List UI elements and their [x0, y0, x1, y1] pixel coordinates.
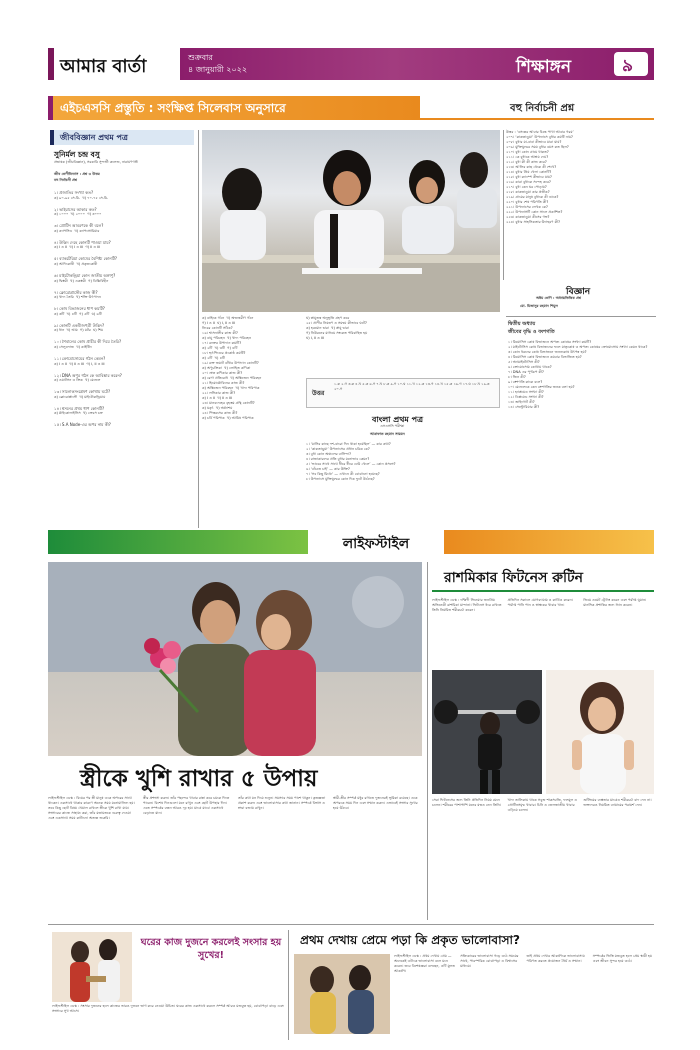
science-questions	[508, 340, 654, 528]
text-line: ক) অক্সিজেন পরিবহন খ) খাদ্য পরিপাক	[202, 386, 260, 390]
text-line: ৮। উপন্যাসে মুক্তিযুদ্ধের কোন দিক ফুটে উঠেছে?	[306, 477, 375, 481]
biology-question: ১৫। S.A Node-এর অপর নাম কী?	[54, 422, 111, 428]
text-line: ২০। শ্বেত কণিকার কাজ কী?	[202, 371, 243, 375]
text-line: ৬। ‘বাঁচতে চাই’ — কার উক্তি?	[306, 467, 350, 471]
biology-question: ৫। ব্যাকটেরিয়া কোষের বৈশিষ্ট্য কোনটি?	[54, 256, 118, 262]
text-line: গ) i ও ii ঘ) i, ii ও iii	[202, 321, 236, 325]
biology-question: ১১। ক্রোমোসোমের গঠন কেমন?	[54, 355, 106, 361]
lifestyle-banner-title: লাইফস্টাইল	[342, 536, 410, 552]
article4-col: তাই প্রথম দেখার আকর্ষণকে ভালোবাসায় পরিণত করতে প্রয়োজন ধৈর্য ও সম্মান।	[526, 954, 585, 963]
mcq-line: ২২২। উপন্যাসটি কোন সালে প্রকাশিত?	[506, 210, 563, 214]
biology-question: ৭। ক্লোরোপ্লাস্টের কাজ কী?	[54, 289, 98, 295]
article1-body	[48, 796, 422, 920]
mcq-line: ২১২। বুধা কী কী কাজ করে?	[506, 160, 547, 164]
article3-title: ঘরের কাজ দুজনে করলেই সংসার হয় সুখের!	[140, 937, 282, 961]
mcq-line: ২২৩। কাকতাড়ুয়া কীসের গল্প?	[506, 215, 550, 219]
biology-question: ৩। প্রোটিন আবরণকে কী বলে?	[54, 223, 104, 229]
text-line: ক) রোগ প্রতিরোধ খ) অক্সিজেন পরিবহন	[202, 376, 262, 380]
text-line: ৫। ‘ভাবের সাথে সাথে ধীরে ধীরে ঢেউ খেলে’ — কোন প্রসঙ্গে?	[306, 462, 396, 466]
bangla-questions	[306, 442, 500, 528]
mcq-line: ২১৮। কাকতাড়ুয়া কার প্রতীক?	[506, 190, 550, 194]
text-line: ক) অণুচক্রিকা খ) লোহিত কণিকা	[202, 366, 251, 370]
article1-col: স্ত্রীর প্রশংসা করুন। তাঁর পছন্দের খাবার রান্না করে চমকে দিতে পারেন। বিশেষ দিনগুলো মনে রাখুন এবং ছোট উপহার দিন। এতে সম্পর্কের বন্ধন আরও দৃঢ় হয়। মাঝে মাঝে একসাথে বেড়াতে যান।	[143, 796, 230, 815]
biology-options: ক) ৯০-৯৫ সে.মি. খ) ৭০-৭৫ সে.মি.	[54, 195, 109, 200]
masthead-date: ৪ জানুয়ারী ২০২২	[188, 65, 248, 74]
article2-col: জিমে ওয়েট ট্রেনিং করেন এবং পর্যাপ্ত ঘুমান। মানসিক প্রশান্তির জন্য ধ্যান করেন।	[583, 598, 647, 607]
gym-illustration	[432, 670, 542, 794]
biology-question: ১৪। শ্বসনের প্রথম ধাপ কোনটি?	[54, 405, 105, 411]
mcq-line: ২২১। উপন্যাসের লেখক কে?	[506, 205, 548, 209]
mcq-line: ২১৬। কারা বুধাকে সন্দেহ করে?	[506, 180, 551, 184]
biology-questions	[54, 186, 194, 526]
text-line: ১৭। রক্তের উপাদান কয়টি?	[202, 341, 242, 345]
text-line: ৪। রাজাকারদের প্রতি বুধার মনোভাব কেমন?	[306, 457, 370, 461]
rashmika-photo	[546, 670, 654, 794]
article2-col: লাইফস্টাইল ডেস্ক : দক্ষিণী সিনেমার জনপ্রিয় অভিনেত্রী রাশমিকা মান্দানা। ফিটনেস ধরে রাখতে তিনি নিয়মিত শরীরচর্চা করেন।	[432, 598, 502, 612]
column-divider	[198, 130, 199, 528]
lifestyle-banner-left	[48, 530, 308, 554]
text-line: ক) বায়ু পরিবহন খ) খাদ্য পরিবহন	[202, 336, 251, 340]
article2-col: খাদ্য তালিকায় থাকে সবুজ শাকসবজি, ফলমূল ও প্রোটিনসমৃদ্ধ খাবার। চিনি ও তেলজাতীয় খাবার এড়িয়ে চলেন।	[507, 798, 577, 812]
text-line: ক) ২টি খ) ৪টি	[202, 356, 225, 360]
lifestyle-banner-right	[444, 530, 654, 554]
biology-options: ক) ১০০০ খ) ২০০০ গ) ৩০০০	[54, 212, 102, 217]
text-line: ৭। ‘সব কিছু মিথ্যে’ — এখানে কী বোঝানো হয়েছে?	[306, 472, 380, 476]
biology-options: ক) i ও ii খ) i ও iii গ) ii ও iii	[54, 245, 101, 250]
page-number: ৯	[622, 56, 634, 76]
article2-body	[432, 598, 654, 668]
article1-col: স্বামী-স্ত্রীর সম্পর্ক মধুর রাখতে দুজনেরই ভূমিকা রয়েছে। একে অপরকে সময় দিন এবং সম্মান করুন। এভাবেই সংসার সুখের হয়ে উঠবে।	[333, 796, 418, 810]
article4-col: সম্পর্কের ভিত্তি মজবুত হলে প্রেম স্থায়ী হয় এবং জীবন সুন্দর হয়ে ওঠে।	[592, 954, 653, 963]
article3-body: লাইফস্টাইল ডেস্ক : সংসার দুজনের হলে কাজের ভারও দুজনে ভাগ করে নেওয়া উচিত। ঘরের কাজ একসাথে করলে সম্পর্ক আরও মজবুত হয়, বোঝাপড়া বাড়ে এবং সংসারে সুখ আসে।	[52, 1004, 284, 1013]
mcq-line: ২১৫। বুধা ক্যাম্পে কীভাবে যায়?	[506, 175, 552, 179]
section-title: শিক্ষাঙ্গন	[516, 57, 572, 77]
biology-author: সুনির্মল চন্দ্র বসু	[54, 150, 100, 159]
text-line: ক) হরমোন দ্বারা খ) স্নায়ু দ্বারা	[306, 326, 349, 330]
mcq-line: ২১৪। বুধার প্রিয় খেলা কোনটি?	[506, 170, 552, 174]
article2-col: সেরা ফিটনেসের জন্য তিনি প্রতিদিন নিয়ম মেনে চলেন। শরীরের পাশাপাশি মনের যত্নও নেন তিনি।	[432, 798, 502, 807]
answers-text: ১.ক ২.গ ৩.ক ৪.খ ৫.ক ৬.গ ৭.খ ৮.ক ৯.গ ১০.ঘ ১১.খ ১২.ক ১৩.গ ১৪.খ ১৫.ক ১৬.গ ১৭.ঘ ১৮.খ ১৯.ক ২০.গ	[334, 382, 490, 391]
mcq-line: উত্তর : ‘বসন্তের আবার চিন্তে পাখা আবার গরম’	[506, 130, 574, 134]
science-heading: বিজ্ঞান	[566, 287, 591, 297]
science-author: মো. মিজানুর রহমান শিমুল	[520, 304, 558, 308]
romance-illustration	[294, 954, 390, 1034]
masthead	[48, 48, 654, 80]
text-line: নিচের কোনটি সঠিক?	[202, 326, 233, 330]
masthead-logo: আমার বার্তা	[60, 56, 147, 77]
article2-col: প্রতিদিন সকালে যোগব্যায়াম ও কার্ডিও করেন। পর্যাপ্ত পানি পান ও স্বাস্থ্যকর খাবার খান।	[507, 598, 573, 607]
science-line: ২। মাইটোসিস কোষ বিভাজনের ফলে মাতৃকোষ ও অপত্য কোষের ক্রোমোসোম সংখ্যা কেমন থাকে?	[508, 345, 648, 349]
bottom-divider	[48, 924, 654, 925]
text-line: ১৮। হৃৎপিণ্ডের প্রকোষ্ঠ কয়টি?	[202, 351, 246, 355]
text-line: ক) i ও ii খ) ii ও iii	[202, 396, 233, 400]
science-chapter: দ্বিতীয় অধ্যায়	[508, 321, 536, 327]
biology-options: ক) আদিকোষী খ) প্রকৃতকোষী	[54, 261, 98, 266]
article1-col: লাইফস্টাইল ডেস্ক : বিয়ের পর স্ত্রী মানুষ একে অপরের সাথে থাকেন। একসাথে থাকার কারণে অনেক সময় মনোমালিন্য হয়। তবে কিছু ছোট বিষয় খেয়াল রাখলে স্ত্রীকে খুশি রাখা যায়। সংসারের কাজে সাহায্য করা, তাঁর মতামতকে গুরুত্ব দেওয়া এবং একসাথে সময় কাটানো অত্যন্ত জরুরি।	[48, 796, 135, 820]
couple-kitchen-photo	[52, 932, 132, 1002]
mcq-line: ২০৮। বুধার মা-বাবা কীভাবে মারা যায়?	[506, 140, 562, 144]
gym-photo	[432, 670, 542, 794]
column-divider	[427, 562, 428, 920]
column-divider	[503, 130, 504, 280]
biology-options: ক) ওয়াটসন ও ক্রিক খ) মেন্ডেল	[54, 378, 101, 383]
science-line: ১। মিয়োসিস কোষ বিভাজনে অপত্য কোষের সংখ্যা কয়টি?	[508, 340, 592, 344]
text-line: ক) চর্বি পরিপাক খ) আমিষ পরিপাক	[202, 416, 254, 420]
article2-col: শুটিংয়ের ব্যস্ততার মাঝেও শরীরচর্চা বাদ দেন না। ভক্তদেরও নিয়মিত ব্যায়ামের পরামর্শ দেন।	[583, 798, 652, 807]
couple-illustration	[48, 562, 422, 756]
biology-options: ক) ক্লোরোপ্লাস্টে খ) মাইটোকন্ড্রিয়ায়	[54, 394, 106, 399]
science-line: ১২। ডিপ্লয়েড সংখ্যা কী?	[508, 395, 544, 399]
biology-question: ১০। শৈবালের কোষ প্রাচীর কী দিয়ে তৈরি?	[54, 339, 122, 345]
biology-question: ৬। মাইটোকন্ড্রিয়া কোন জাতীয় অঙ্গাণু?	[54, 272, 116, 278]
mcq-line: ২২৪। বুধার সাহসিকতার উদাহরণ কী?	[506, 220, 561, 224]
couple-photo	[48, 562, 422, 756]
biology-question: ২। ভাইরাসের আকার কত?	[54, 206, 97, 212]
science-sub: অষ্টম শ্রেণি : অধ্যায়ভিত্তিক প্রশ্ন	[536, 296, 582, 300]
text-line: ২২। লসিকার কাজ কী?	[202, 391, 236, 395]
mcq-line: ২২০। বুধার শেষ পরিণতি কী?	[506, 200, 549, 204]
text-line: ১। ‘মাসির কাছে দশ-বারো দিন থাকা হয়েছিল’ — কার কথা?	[306, 442, 391, 446]
masthead-day: শুক্রবার	[188, 53, 213, 62]
biology-question: ১। প্রজাতির সংখ্যা কত?	[54, 190, 94, 195]
column-divider	[288, 930, 289, 1040]
text-line: ২৩। মানবদেহের বৃহত্তম গ্রন্থি কোনটি?	[202, 401, 255, 405]
text-line: ২৪। পিত্তরসের কাজ কী?	[202, 411, 238, 415]
mcq-line: ২১৯। গ্রামের মানুষ বুধাকে কী ডাকে?	[506, 195, 559, 199]
biology-question: ১২। DNA অণুর গঠন কে আবিষ্কার করেন?	[54, 372, 122, 378]
science-line: ৬। ক্রোমোসোম কোথায় থাকে?	[508, 365, 552, 369]
science-line: ১০। মেন্ডেলকে কেন বংশগতির জনক বলা হয়?	[508, 385, 575, 389]
text-line: ঘ) স্নায়ুতন্ত্র অনুভূতি গ্রহণ করে	[306, 316, 350, 320]
text-line: ২৫। প্রাণীর নিয়ন্ত্রণ ও সমন্বয় কীভাবে ঘটে?	[306, 321, 367, 325]
mcq-line: ২০৭। ‘কাকতাড়ুয়া’ উপন্যাসে বুধার কয়টি নাম?	[506, 135, 573, 139]
mcq-line: ২১৩। আলির কাছ থেকে কী শেখে?	[506, 165, 557, 169]
science-line: ৪। মিয়োসিস কোষ বিভাজনে কয়বার বিভাজিত হয়?	[508, 355, 582, 359]
biology-options: ক) খাদ্য তৈরি খ) শক্তি উৎপাদন	[54, 295, 101, 300]
article1-title: স্ত্রীকে খুশি রাখার ৫ উপায়	[80, 765, 318, 792]
mcq-line: ২১০। বুধা কোন গ্রামে থাকত?	[506, 150, 549, 154]
biology-options: ক) গ্লাইকোলাইসিস খ) ক্রেবস চক্র	[54, 411, 103, 416]
bangla-author: আরাফাত রহমান সায়মন	[370, 432, 405, 436]
biology-heading: জীববিজ্ঞান প্রথম পত্র	[60, 133, 128, 142]
exam-classroom-photo	[202, 130, 500, 312]
biology-question: ৪। উদ্ভিদ দেহে কোনটি পাওয়া যায়?	[54, 239, 111, 245]
text-line: ক) যকৃৎ খ) অগ্ন্যাশয়	[202, 406, 233, 410]
science-line: ৮। জিন কী?	[508, 375, 526, 379]
science-line: ৯। বংশগতি কাকে বলে?	[508, 380, 543, 384]
science-line: ১১। হ্যাপ্লয়েড সংখ্যা কী?	[508, 390, 544, 394]
text-line: ক) বাহ্যিক গঠন খ) অভ্যন্তরীণ গঠন	[202, 316, 254, 320]
article2-body-2	[432, 798, 654, 920]
biology-continued	[202, 316, 302, 526]
text-line: ৩। বুধা কোন অঞ্চলের বাসিন্দা?	[306, 452, 352, 456]
science-line: ৭। DNA এর পূর্ণরূপ কী?	[508, 370, 544, 374]
biology-options: ক) ধান খ) আম গ) মটর ঘ) শিম	[54, 328, 103, 333]
mcq-title: বহু নির্বাচনী প্রশ্ন	[510, 103, 575, 114]
text-line: ১৯। রক্ত জমাট বাঁধার উপাদান কোনটি?	[202, 361, 259, 365]
biology-question: ১৩। সালোকসংশ্লেষণ কোথায় ঘটে?	[54, 389, 111, 395]
bangla-sub: এসএসসি পরীক্ষা	[380, 424, 405, 428]
mcq-answers	[506, 130, 656, 280]
rashmika-illustration	[546, 670, 654, 794]
science-line: ১৪। সেন্ট্রোমিয়ার কী?	[508, 405, 540, 409]
biology-options: ক) দ্বিস্তরী খ) একস্তরী গ) ঝিল্লিবিহীন	[54, 278, 109, 283]
biology-options: ক) ক্যাপসিড খ) ক্যাপসোমিয়ার	[54, 228, 100, 233]
classroom-illustration	[202, 130, 500, 312]
science-line: ১৩। জাইগোট কী?	[508, 400, 535, 404]
mcq-line: ২১১। কে বুধাকে আশ্রয় দেয়?	[506, 155, 549, 159]
science-chapter-title: জীবের বৃদ্ধি ও বংশগতি	[508, 329, 555, 335]
biology-options: ক) i ও ii খ) ii ও iii গ) i, ii ও iii	[54, 361, 105, 366]
text-line: গ) নিউরনের মাধ্যমে সংকেত পরিবাহিত হয়	[306, 331, 368, 335]
hsc-banner-title: এইচএসসি প্রস্তুতি : সংক্ষিপ্ত সিলেবাস অনুসারে	[60, 101, 286, 115]
article4-col: লাইফস্টাইল ডেস্ক : প্রথম দেখায় প্রেম — অনেকেই এটাকে ভালোবাসা বলে মনে করেন। তবে বিশেষজ্ঞরা বলছেন, এটি মূলত আকর্ষণ।	[394, 954, 455, 973]
biology-continued-2	[306, 316, 500, 376]
mcq-line: ২১৭। বুধা কেন ঘর পোড়ায়?	[506, 185, 547, 189]
text-line: ২। ‘কাকতাড়ুয়া’ উপন্যাসের প্রধান চরিত্র কে?	[306, 447, 370, 451]
text-line: ২১। হিমোগ্লোবিনের কাজ কী?	[202, 381, 245, 385]
kitchen-illustration	[52, 932, 132, 1002]
biology-options: ক) ৩টি খ) ৪টি গ) ৫টি ঘ) ৬টি	[54, 311, 102, 316]
article2-title: রাশমিকার ফিটনেস রুটিন	[444, 570, 583, 586]
masthead-bar	[180, 48, 654, 80]
answers-label: উত্তর	[312, 390, 325, 397]
article1-col: তাঁর কথা মন দিয়ে শুনুন। সমস্যার সময় পাশে থাকুন। কৃতজ্ঞতা প্রকাশ করুন এবং ভালোবাসার কথা জানান। সম্পর্কে বিশ্বাস ও শ্রদ্ধা বজায় রাখুন।	[238, 796, 326, 810]
text-line: ঘ) i, ii ও iii	[306, 336, 324, 340]
article4-body	[394, 954, 654, 1040]
biology-options: ক) সেলুলোজ খ) কাইটিন	[54, 344, 92, 349]
biology-question: ৯। কোনটি একবীজপত্রী উদ্ভিদ?	[54, 322, 105, 328]
mcq-line: ২০৯। মুক্তিযুদ্ধের সময় বুধার বয়স কত ছিল?	[506, 145, 569, 149]
biology-sub: জীব শ্রেণীবিন্যাস : প্রশ্ন ও উত্তর	[54, 172, 100, 176]
article4-title: প্রথম দেখায় প্রেমে পড়া কি প্রকৃত ভালোবাসা?	[300, 933, 520, 947]
biology-question: ৮। কোষ বিভাজনের ধাপ কয়টি?	[54, 306, 105, 312]
science-line: ৫। অ্যামাইটোসিস কী?	[508, 360, 540, 364]
romance-photo	[294, 954, 390, 1034]
science-line: ৩। কোন ধরনের কোষ বিভাজনে জননকোষ উৎপন্ন হয়?	[508, 350, 587, 354]
text-line: ১৬। শ্বাসনালীর কাজ কী?	[202, 331, 238, 335]
biology-chapter: বহু নির্বাচনী প্রশ্ন	[54, 178, 78, 182]
biology-author-meta: প্রভাষক (জীববিজ্ঞান), সরকারি সুন্দর্জী কলেজ, নারায়ণগঞ্জ	[54, 160, 138, 164]
science-rule	[506, 316, 656, 317]
article4-col: সত্যিকারের ভালোবাসা গড়ে ওঠে সময়ের সাথে, পারস্পরিক বোঝাপড়া ও বিশ্বাসের মাধ্যমে।	[460, 954, 519, 968]
text-line: ক) ২টি খ) ৩টি গ) ৪টি	[202, 346, 238, 350]
bangla-heading: বাংলা প্রথম পত্র	[372, 415, 423, 424]
